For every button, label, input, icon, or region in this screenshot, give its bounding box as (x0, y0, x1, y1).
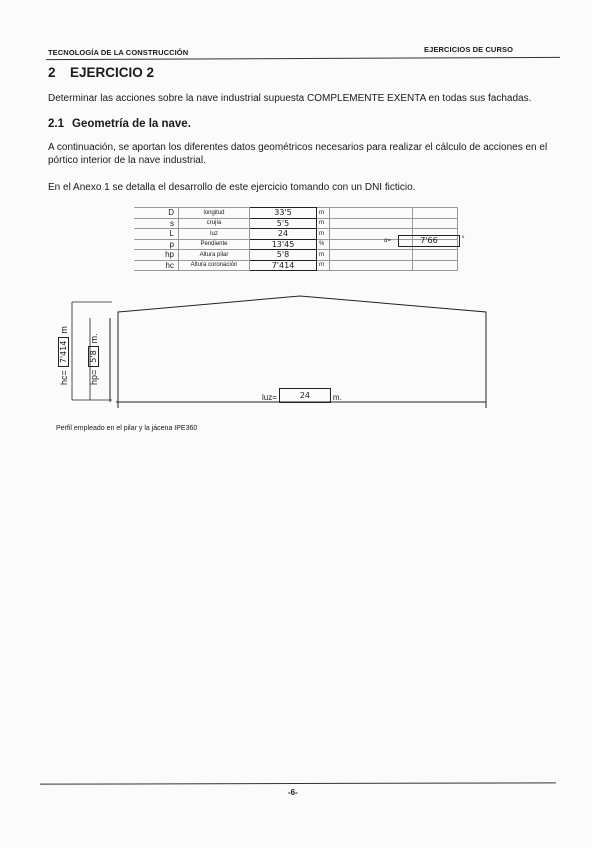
subsection-heading (48, 118, 191, 130)
geometry-label: Altura pilar (179, 250, 250, 261)
hc-label: hc= (58, 370, 69, 385)
geometry-blank-cell (330, 218, 413, 229)
geometry-label: crujía (179, 218, 250, 229)
paragraph-geometry: A continuación, se aportan los diferentes datos geométricos necesarios para realizar el cálculo de acciones en el pórtico interior de la nave industrial. (48, 142, 548, 166)
section-number: 2 (48, 65, 56, 80)
geometry-value: 5'5 (250, 218, 317, 229)
geometry-label: Pendiente (179, 239, 250, 250)
geometry-label: longitud (179, 208, 250, 219)
geometry-blank-cell (413, 208, 458, 219)
section-title: EJERCICIO 2 (70, 65, 155, 80)
header-left: TECNOLOGÍA DE LA CONSTRUCCIÓN (48, 48, 189, 57)
hp-label-group (88, 330, 108, 385)
hc-value: 7'414 (58, 337, 69, 368)
geometry-row (134, 260, 458, 271)
geometry-row (134, 250, 458, 261)
section-heading (48, 65, 154, 80)
geometry-unit: m (317, 208, 330, 219)
alpha-unit: º (462, 236, 465, 242)
hp-value: 5'8 (88, 346, 99, 366)
geometry-label: luz (179, 229, 250, 240)
geometry-unit: m (317, 250, 330, 261)
header-right: EJERCICIOS DE CURSO (424, 45, 513, 54)
geometry-unit: m (317, 218, 330, 229)
geometry-symbol: s (134, 218, 179, 229)
header-rule (46, 57, 560, 60)
intro-paragraph: Determinar las acciones sobre la nave industrial supuesta COMPLEMENTE EXENTA en todas sus fachadas. (48, 93, 532, 104)
luz-unit: m. (332, 393, 342, 402)
hc-unit: m (58, 326, 69, 334)
paragraph-annex: En el Anexo 1 se detalla el desarrollo de este ejercicio tomando con un DNI ficticio. (48, 182, 416, 193)
geometry-value: 5'8 (250, 250, 317, 261)
geometry-label: Altura coronación (179, 260, 250, 271)
geometry-symbol: p (134, 239, 179, 250)
geometry-row (134, 218, 458, 229)
geometry-blank-cell (330, 208, 413, 219)
geometry-unit: m (317, 229, 330, 240)
alpha-label: α= (384, 238, 391, 244)
geometry-blank-cell (330, 260, 413, 271)
footer-rule (40, 782, 556, 784)
geometry-unit: m (317, 260, 330, 271)
geometry-value: 13'45 (250, 239, 317, 250)
geometry-blank-cell (413, 250, 458, 261)
geometry-blank-cell (413, 260, 458, 271)
subsection-title: Geometría de la nave. (72, 118, 191, 130)
hp-label: hp= (88, 369, 99, 385)
luz-label-group (262, 388, 342, 403)
geometry-value: 24 (250, 229, 317, 240)
geometry-value: 33'5 (250, 208, 317, 219)
geometry-symbol: hc (134, 260, 179, 271)
subsection-number: 2.1 (48, 118, 64, 130)
hp-unit: m. (88, 333, 99, 344)
geometry-value: 7'414 (250, 260, 317, 271)
profile-caption: Perfil empleado en el pilar y la jácena IPE360 (56, 425, 198, 432)
geometry-row (134, 208, 458, 219)
alpha-value: 7'66 (398, 235, 460, 247)
geometry-unit: % (317, 239, 330, 250)
geometry-symbol: L (134, 229, 179, 240)
luz-label: luz= (262, 393, 277, 402)
geometry-blank-cell (413, 218, 458, 229)
page-number: -6- (288, 788, 298, 797)
geometry-blank-cell (330, 250, 413, 261)
geometry-symbol: hp (134, 250, 179, 261)
luz-value: 24 (279, 388, 331, 403)
geometry-symbol: D (134, 208, 179, 219)
